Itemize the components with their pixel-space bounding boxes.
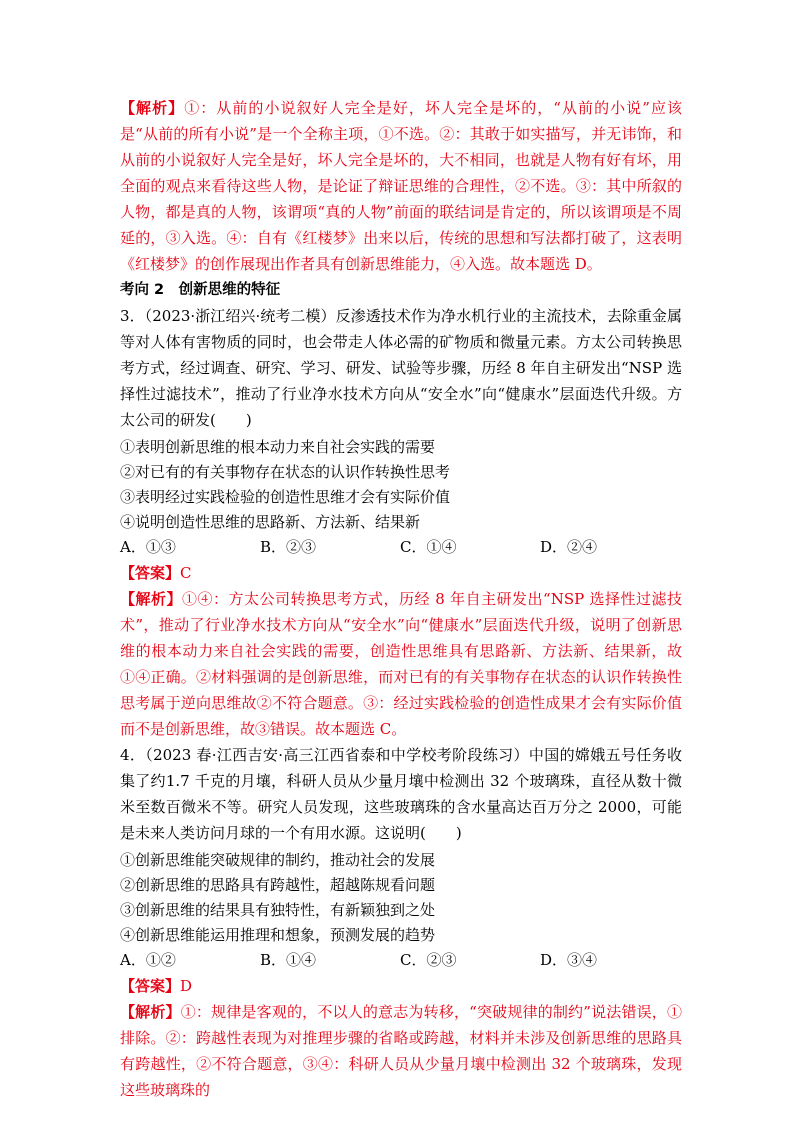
analysis-1-tag: 【解析】 [120,99,185,117]
q4-answer-tag: 【答案】 [120,977,181,995]
q3-answer-tag: 【答案】 [120,564,181,582]
q4-statement-1: ①创新思维能突破规律的制约，推动社会的发展 [120,851,436,869]
q4-choice-a: A．①② [120,951,176,969]
q3-analysis [120,586,682,742]
q3-choice-d: D．②④ [540,538,598,556]
q3-analysis-text: ①④：方太公司转换思考方式，历经 8 年自主研发出“NSP 选择性过滤技术”，推动了行业净水技术方向从“安全水”向“健康水”层面迭代升级，说明了创新思维的根本动力来自社会实践的需要，创造性思维具有思路新、方法新、结果新，故①④正确。②材料强调的是创新思维，而对已有的有关事物存在状态的认识作转换性思考属于逆向思维故②不符合题意。③：经过实践检验的创造性成果才会有实际价值而不是创新思维，故③错误。故本题选 C。 [120,590,682,738]
q4-statement-4: ④创新思维能运用推理和想象，预测发展的趋势 [120,926,436,944]
question-4-stem: 4．（2023 春·江西吉安·高三江西省泰和中学校考阶段练习）中国的嫦娥五号任务收集了约1.7 千克的月壤，科研人员从少量月壤中检测出 32 个玻璃珠，直径从数十微米至数百微米不等。研究人员发现，这些玻璃珠的含水量高达百万分之 2000，可能是未来人类访问月球的一个有用水源。这说明( ) [120,746,682,842]
q4-choice-c: C．②③ [400,951,457,969]
q3-choices [120,535,682,560]
q4-choice-d: D．③④ [540,951,598,969]
section-heading: 考向 2 创新思维的特征 [120,282,281,298]
q4-statement-3: ③创新思维的结果具有独特性，有新颖独到之处 [120,901,436,919]
q4-answer [120,973,682,999]
analysis-1 [120,95,682,277]
q3-answer [120,560,682,586]
q4-statement-2: ②创新思维的思路具有跨越性，超越陈规看问题 [120,876,436,894]
q3-answer-value: C [180,564,192,582]
analysis-1-text: ①：从前的小说叙好人完全是好，坏人完全是坏的，“从前的小说”应该是“从前的所有小说”是一个全称主项，①不选。②：其敢于如实描写，并无讳饰，和从前的小说叙好人完全是好，坏人完全是坏的，大不相同，也就是人物有好有坏，用全面的观点来看待这些人物，是论证了辩证思维的合理性，②不选。③：其中所叙的人物，都是真的人物，该谓项“真的人物”前面的联结词是肯定的，所以该谓项是不周延的，③入选。④：自有《红楼梦》出来以后，传统的思想和写法都打破了，这表明《红楼梦》的创作展现出作者具有创新思维能力，④入选。故本题选 D。 [120,99,682,273]
question-3-stem: 3．（2023·浙江绍兴·统考二模）反渗透技术作为净水机行业的主流技术，去除重金属等对人体有害物质的同时，也会带走人体必需的矿物质和微量元素。方太公司转换思考方式，经过调查、研究、学习、研发、试验等步骤，历经 8 年自主研发出“NSP 选择性过滤技术”，推动了行业净水技术方向从“安全水”向“健康水”层面迭代升级。方太公司的研发( ) [120,307,682,429]
q4-choice-b: B．①④ [260,951,317,969]
q4-analysis-tag: 【解析】 [120,1003,181,1021]
q4-choices [120,948,682,973]
q4-answer-value: D [180,977,193,995]
q3-statement-4: ④说明创造性思维的思路新、方法新、结果新 [120,513,421,531]
q3-analysis-tag: 【解析】 [120,590,182,608]
q3-statement-2: ②对已有的有关事物存在状态的认识作转换性思考 [120,463,451,481]
document-page [120,95,682,1103]
q3-choice-a: A．①③ [120,538,176,556]
q3-statement-3: ③表明经过实践检验的创造性思维才会有实际价值 [120,488,451,506]
q3-statement-1: ①表明创新思维的根本动力来自社会实践的需要 [120,438,436,456]
q3-choice-c: C．①④ [400,538,457,556]
q4-analysis [120,999,682,1103]
q4-analysis-text: ①：规律是客观的，不以人的意志为转移，“突破规律的制约”说法错误，①排除。②：跨越性表现为对推理步骤的省略或跨越，材料并未涉及创新思维的思路具有跨越性，②不符合题意，③④：科研人员从少量月壤中检测出 32 个玻璃珠，发现这些玻璃珠的 [120,1003,682,1099]
q3-choice-b: B．②③ [260,538,317,556]
